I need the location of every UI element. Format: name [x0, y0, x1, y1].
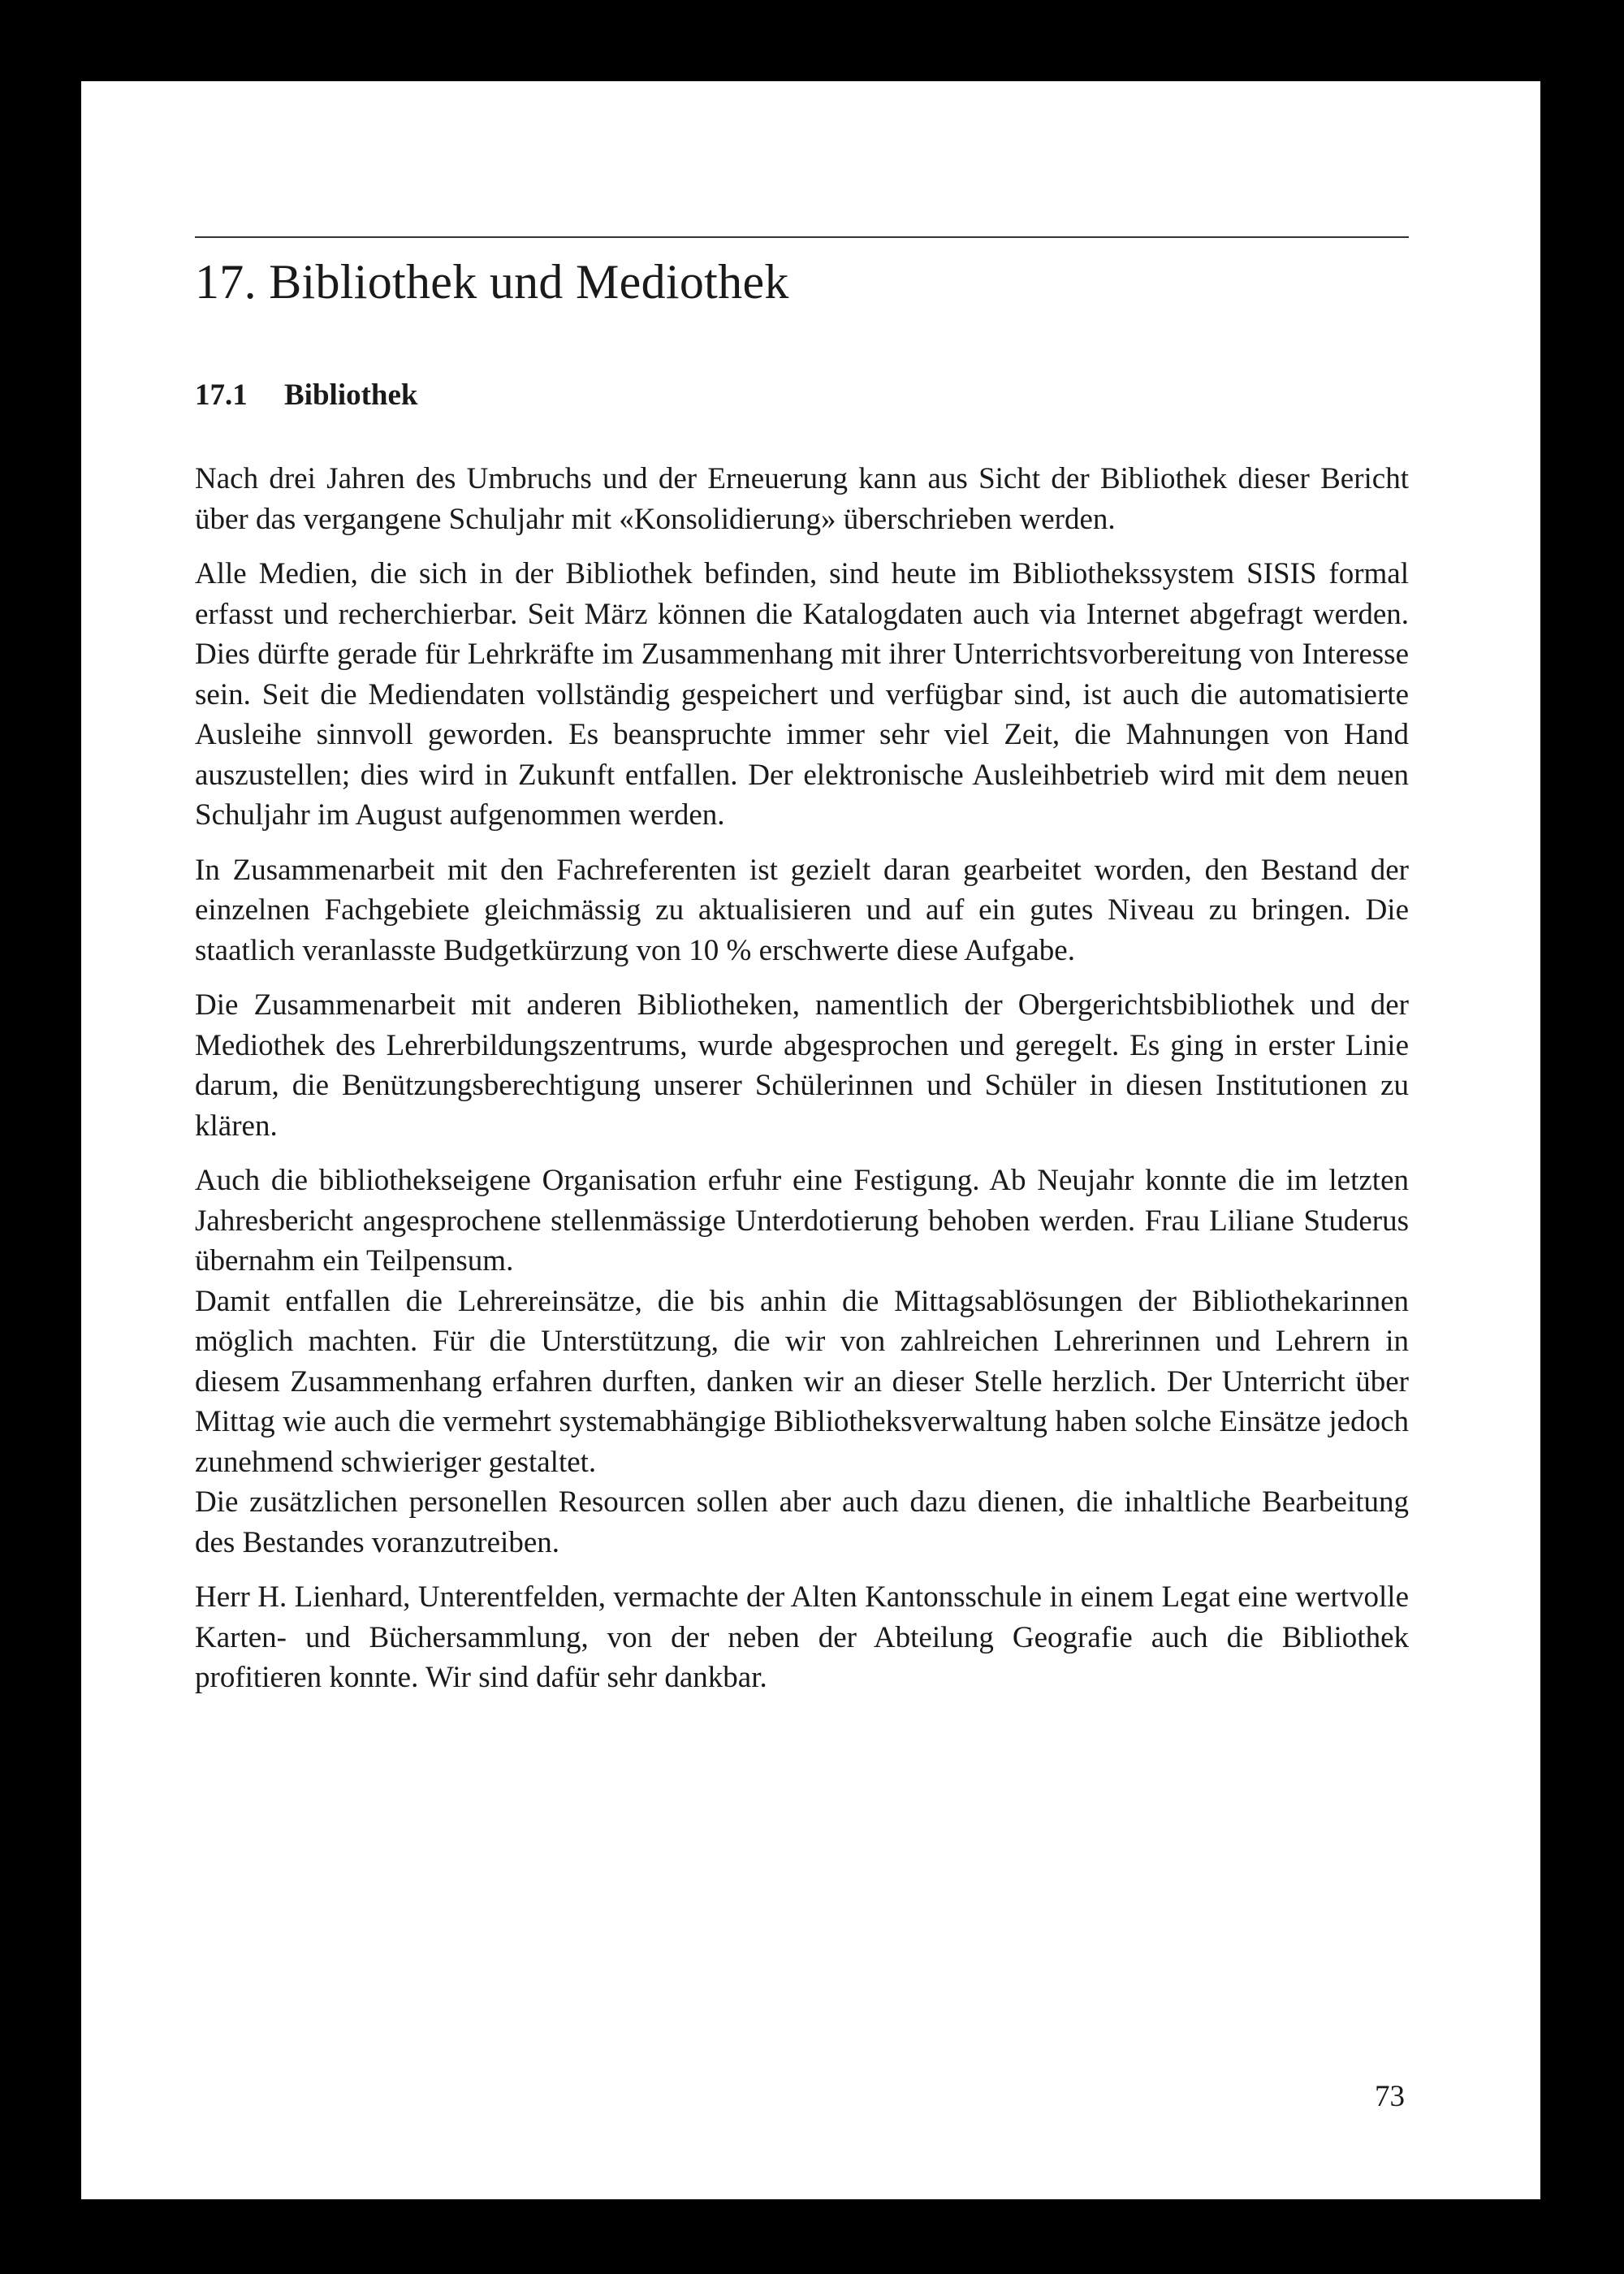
- chapter-title: 17. Bibliothek und Mediothek: [195, 255, 789, 309]
- paragraph: In Zusammenarbeit mit den Fachreferenten ist gezielt daran gearbeitet worden, den Bestand der einzelnen Fachgebiete gleichmässig zu aktualisieren und auf ein gutes Niveau zu bringen. Die staatlich veranlasste Budgetkürzung von 10 % erschwerte diese Aufgabe.: [195, 853, 1409, 967]
- page-number: 73: [1375, 2080, 1405, 2113]
- paragraph: Die Zusammenarbeit mit anderen Bibliotheken, namentlich der Obergerichtsbibliothek und der Mediothek des Lehrerbildungszentrums, wurde abgesprochen und geregelt. Es ging in erster Linie darum, die Benützungsberechtigung unserer Schülerinnen und Schüler in diesen Institutionen zu klären.: [195, 988, 1409, 1143]
- paragraph: Damit entfallen die Lehrereinsätze, die bis anhin die Mittagsablösungen der Bibliothekarinnen möglich machten. Für die Unterstützung, die wir von zahlreichen Lehrerinnen und Lehrern in diesem Zusammenhang erfahren durften, danken wir an dieser Stelle herzlich. Der Unterricht über Mittag wie auch die vermehrt systemabhängige Bibliotheksverwaltung haben solche Einsätze jedoch zunehmend schwieriger gestaltet.: [195, 1284, 1409, 1479]
- document-page: [81, 81, 1540, 2199]
- paragraph: Alle Medien, die sich in der Bibliothek befinden, sind heute im Bibliothekssystem SISIS formal erfasst und recherchierbar. Seit März können die Katalogdaten auch via Internet abgefragt werden. Dies dürfte gerade für Lehrkräfte im Zusammenhang mit ihrer Unterrichtsvorbereitung von Interesse sein. Seit die Mediendaten vollständig gespeichert und verfügbar sind, ist auch die automatisierte Ausleihe sinnvoll geworden. Es beanspruchte immer sehr viel Zeit, die Mahnungen von Hand auszustellen; dies wird in Zukunft entfallen. Der elektronische Ausleihbetrieb wird mit dem neuen Schuljahr im August aufgenommen werden.: [195, 557, 1409, 832]
- paragraph: Herr H. Lienhard, Unterentfelden, vermachte der Alten Kantonsschule in einem Legat eine wertvolle Karten- und Büchersammlung, von der neben der Abteilung Geografie auch die Bibliothek profitieren konnte. Wir sind dafür sehr dankbar.: [195, 1580, 1409, 1695]
- body-text: [195, 413, 1409, 1698]
- paragraph: Die zusätzlichen personellen Resourcen sollen aber auch dazu dienen, die inhaltliche Bearbeitung des Bestandes voranzutreiben.: [195, 1485, 1409, 1559]
- section-title: Bibliothek: [284, 378, 418, 412]
- page-content: [195, 236, 1409, 1713]
- section-number: 17.1: [195, 378, 248, 412]
- paragraph: Nach drei Jahren des Umbruchs und der Erneuerung kann aus Sicht der Bibliothek dieser Bericht über das vergangene Schuljahr mit «Konsolidierung» überschrieben werden.: [195, 462, 1409, 536]
- paragraph: Auch die bibliothekseigene Organisation erfuhr eine Festigung. Ab Neujahr konnte die im letzten Jahresbericht angesprochene stellenmässige Unterdotierung behoben werden. Frau Liliane Studerus übernahm ein Teilpensum.: [195, 1164, 1409, 1278]
- section-heading: [195, 311, 1409, 413]
